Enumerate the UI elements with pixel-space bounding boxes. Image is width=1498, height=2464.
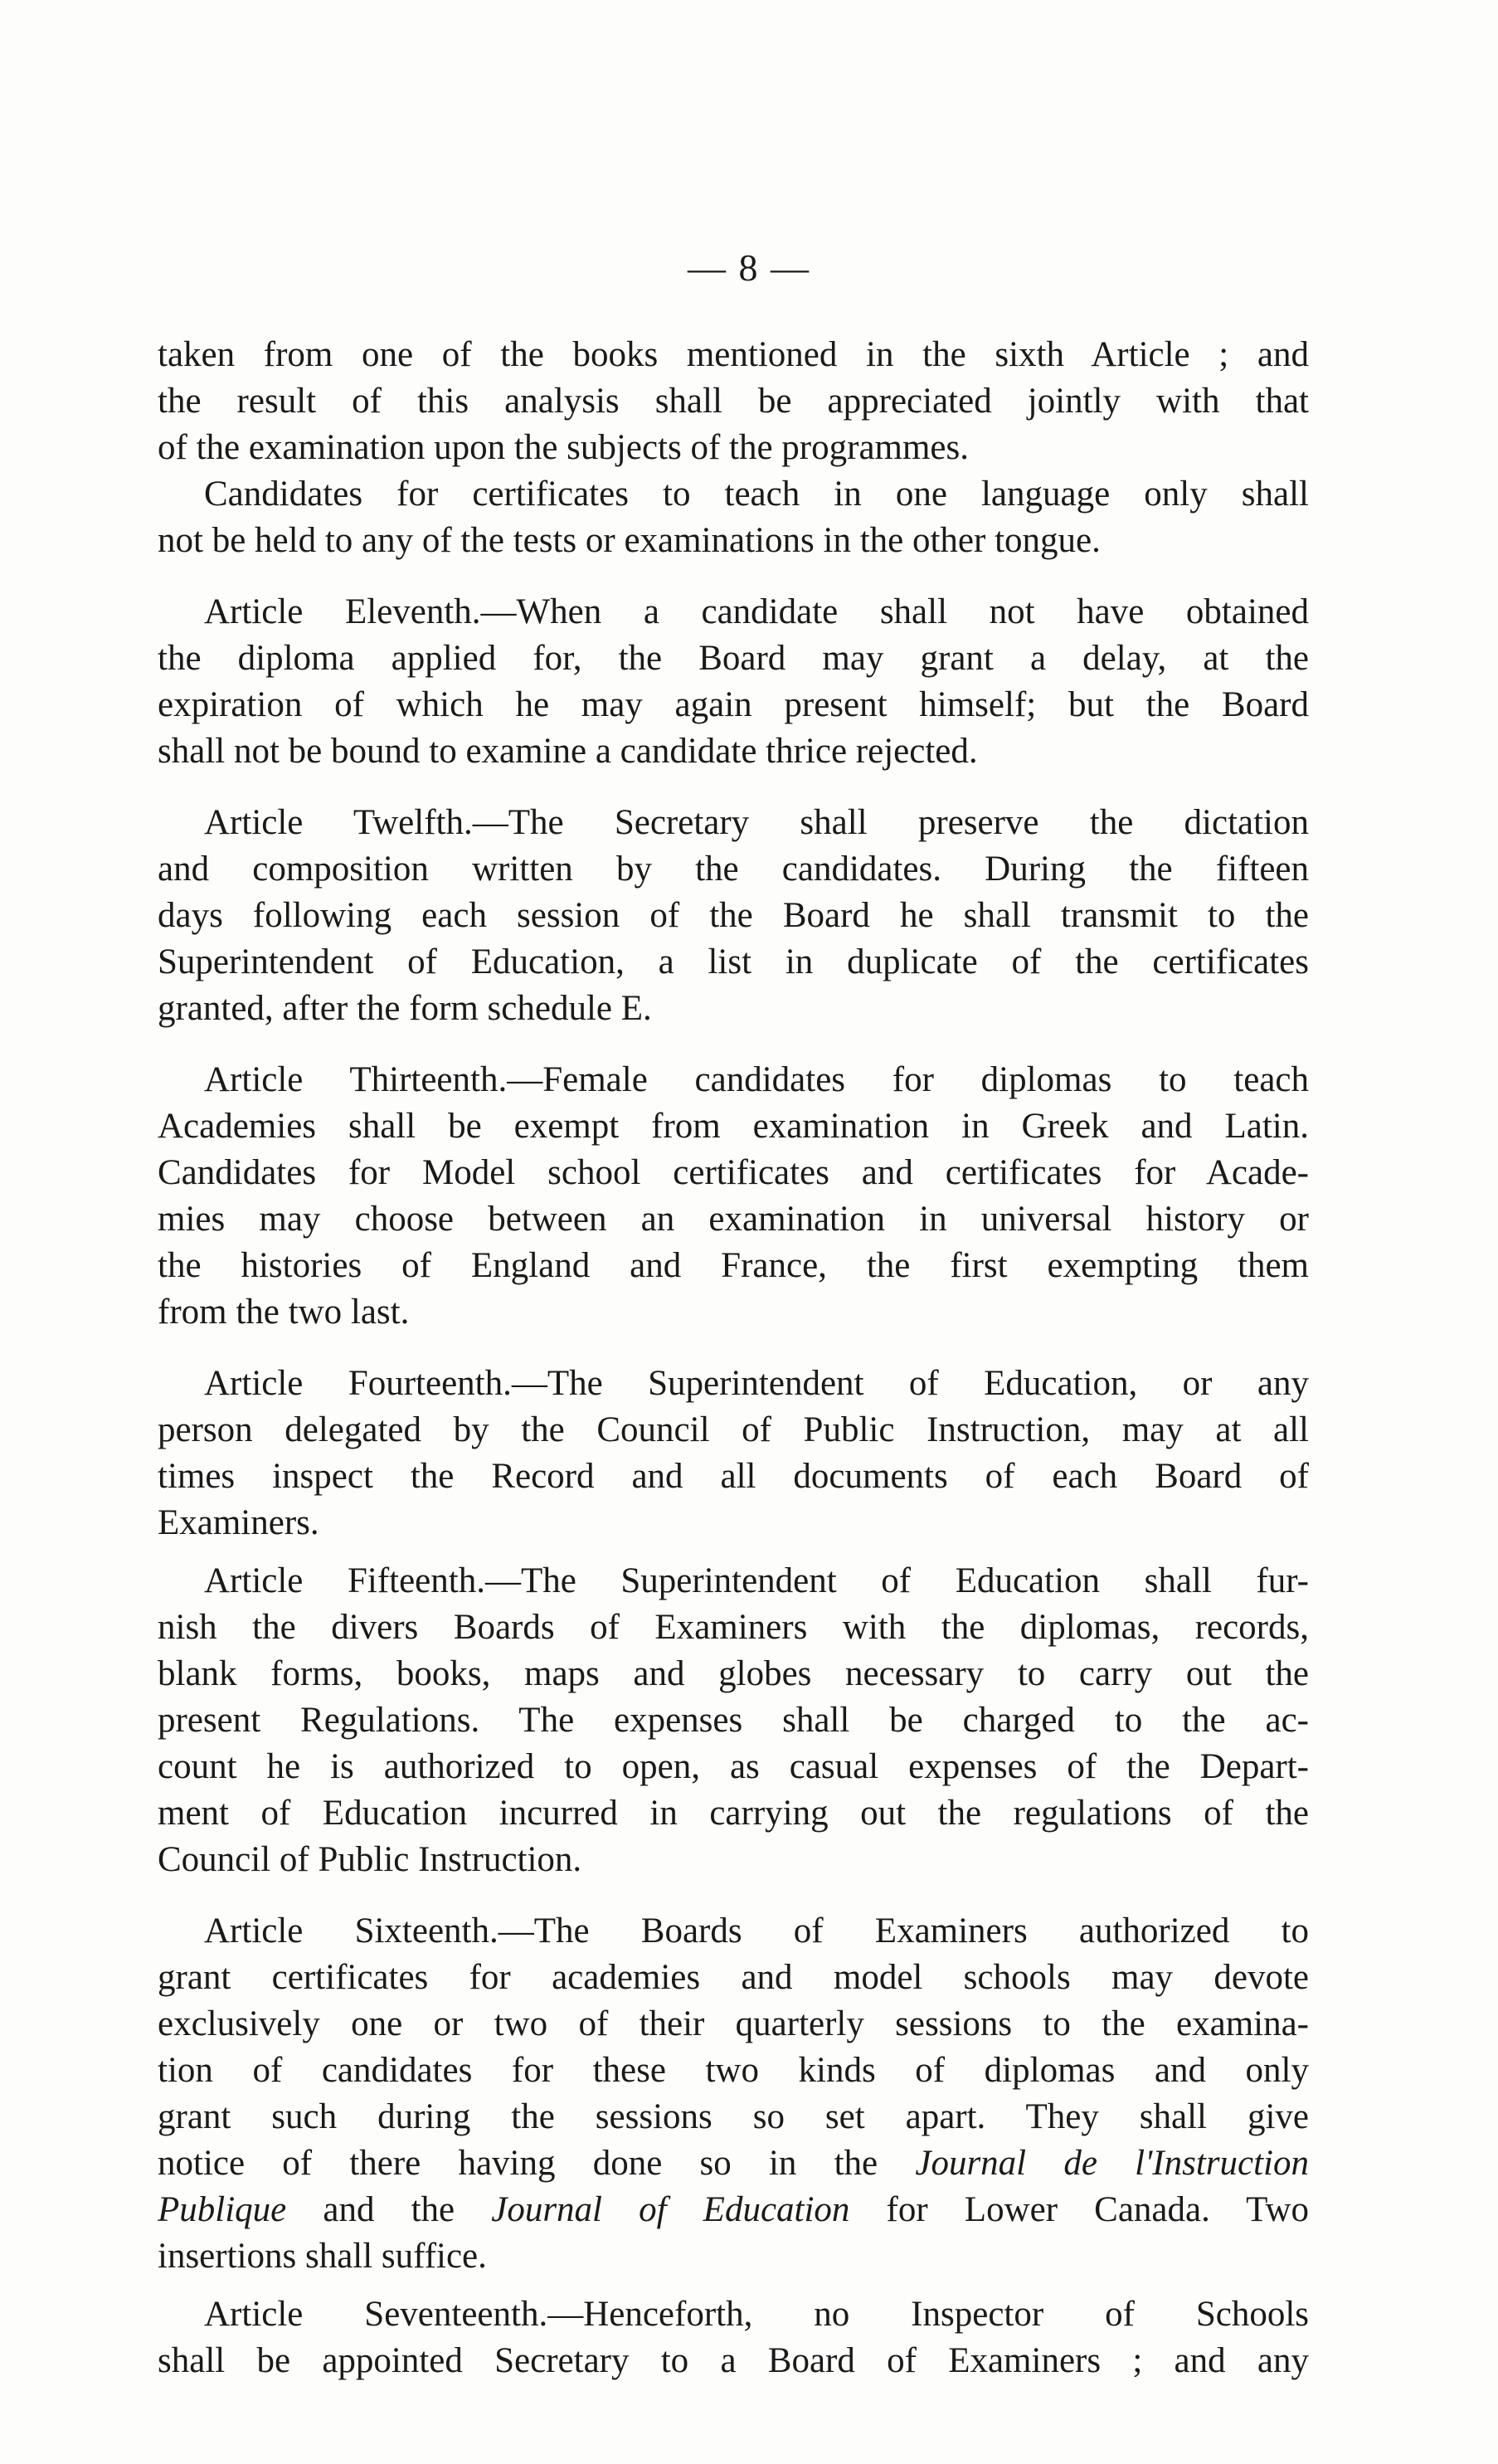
text-line: count he is authorized to open, as casual expenses of the Depart- — [158, 1747, 1309, 1786]
paragraph-analysis — [158, 332, 1309, 471]
text-line: Candidates for Model school certificates and certificates for Acade- — [158, 1153, 1309, 1192]
text-line: taken from one of the books mentioned in the sixth Article ; and — [158, 335, 1309, 374]
text-run: and the — [286, 2190, 492, 2229]
journal-title-french: Journal de l'Instruction — [915, 2144, 1309, 2183]
text-line: exclusively one or two of their quarterly sessions to the examina- — [158, 2004, 1309, 2043]
text-line: Article Fifteenth.—The Superintendent of Education shall fur- — [204, 1561, 1309, 1600]
text-line: present Regulations. The expenses shall be charged to the ac- — [158, 1701, 1309, 1740]
text-line: expiration of which he may again present himself; but the Board — [158, 685, 1309, 724]
text-line: the histories of England and France, the first exempting them — [158, 1246, 1309, 1285]
article-sixteenth — [158, 1908, 1309, 2280]
text-line: grant such during the sessions so set apart. They shall give — [158, 2097, 1309, 2136]
text-line: from the two last. — [158, 1293, 410, 1332]
journal-title-french-cont: Publique — [158, 2190, 287, 2229]
text-line: Council of Public Instruction. — [158, 1840, 582, 1879]
text-line: Article Eleventh.—When a candidate shall not have obtained — [204, 592, 1309, 631]
text-line: tion of candidates for these two kinds of diplomas and only — [158, 2051, 1309, 2090]
text-line: shall be appointed Secretary to a Board of Examiners ; and any — [158, 2341, 1309, 2380]
text-line: blank forms, books, maps and globes necessary to carry out the — [158, 1654, 1309, 1693]
text-line: mies may choose between an examination in universal history or — [158, 1200, 1309, 1239]
journal-title-english: Journal of Education — [491, 2190, 850, 2229]
text-line: ment of Education incurred in carrying out the regulations of the — [158, 1794, 1309, 1833]
text-line: nish the divers Boards of Examiners with the diplomas, records, — [158, 1608, 1309, 1647]
article-eleventh — [158, 589, 1309, 775]
text-run: for Lower Canada. Two — [849, 2190, 1309, 2229]
text-line: Article Twelfth.—The Secretary shall preserve the dictation — [204, 803, 1309, 842]
text-line — [158, 2140, 1309, 2187]
article-fifteenth — [158, 1558, 1309, 1883]
text-run: notice of there having done so in the — [158, 2144, 916, 2183]
article-thirteenth — [158, 1057, 1309, 1336]
text-line: not be held to any of the tests or examinations in the other tongue. — [158, 521, 1101, 560]
text-line: granted, after the form schedule E. — [158, 989, 652, 1028]
text-line: Article Seventeenth.—Henceforth, no Inspector of Schools — [204, 2295, 1309, 2334]
text-line — [158, 2187, 1309, 2233]
paragraph-gap — [158, 1336, 1309, 1361]
text-line: person delegated by the Council of Public Instruction, may at all — [158, 1410, 1309, 1449]
text-line: shall not be bound to examine a candidate thrice rejected. — [158, 732, 978, 771]
text-line: the result of this analysis shall be appreciated jointly with that — [158, 382, 1309, 421]
paragraph-language-candidates — [158, 471, 1309, 564]
text-line: Article Sixteenth.—The Boards of Examiners authorized to — [204, 1911, 1309, 1950]
article-seventeenth — [158, 2291, 1309, 2384]
text-line: and composition written by the candidates. During the fifteen — [158, 850, 1309, 889]
text-line: days following each session of the Board he shall transmit to the — [158, 896, 1309, 935]
text-line: Examiners. — [158, 1503, 319, 1542]
text-line: Academies shall be exempt from examination in Greek and Latin. — [158, 1107, 1309, 1146]
text-line: times inspect the Record and all documents of each Board of — [158, 1457, 1309, 1496]
page-number: — 8 — — [688, 246, 810, 289]
text-line: the diploma applied for, the Board may grant a delay, at the — [158, 639, 1309, 678]
text-line: Superintendent of Education, a list in duplicate of the certificates — [158, 942, 1309, 981]
article-fourteenth — [158, 1361, 1309, 1546]
article-twelfth — [158, 800, 1309, 1032]
text-line: Article Thirteenth.—Female candidates for diplomas to teach — [204, 1060, 1309, 1099]
paragraph-gap — [158, 564, 1309, 589]
paragraph-gap — [158, 1032, 1309, 1057]
paragraph-gap — [158, 1546, 1309, 1558]
paragraph-gap — [158, 1883, 1309, 1908]
paragraph-gap — [158, 2280, 1309, 2291]
paragraph-gap — [158, 775, 1309, 800]
text-line: Article Fourteenth.—The Superintendent of Education, or any — [204, 1364, 1309, 1403]
document-body — [158, 332, 1309, 2384]
text-line: Candidates for certificates to teach in one language only shall — [204, 475, 1309, 514]
text-line: insertions shall suffice. — [158, 2237, 487, 2276]
text-line: grant certificates for academies and model schools may devote — [158, 1958, 1309, 1997]
text-line: of the examination upon the subjects of the programmes. — [158, 428, 969, 467]
